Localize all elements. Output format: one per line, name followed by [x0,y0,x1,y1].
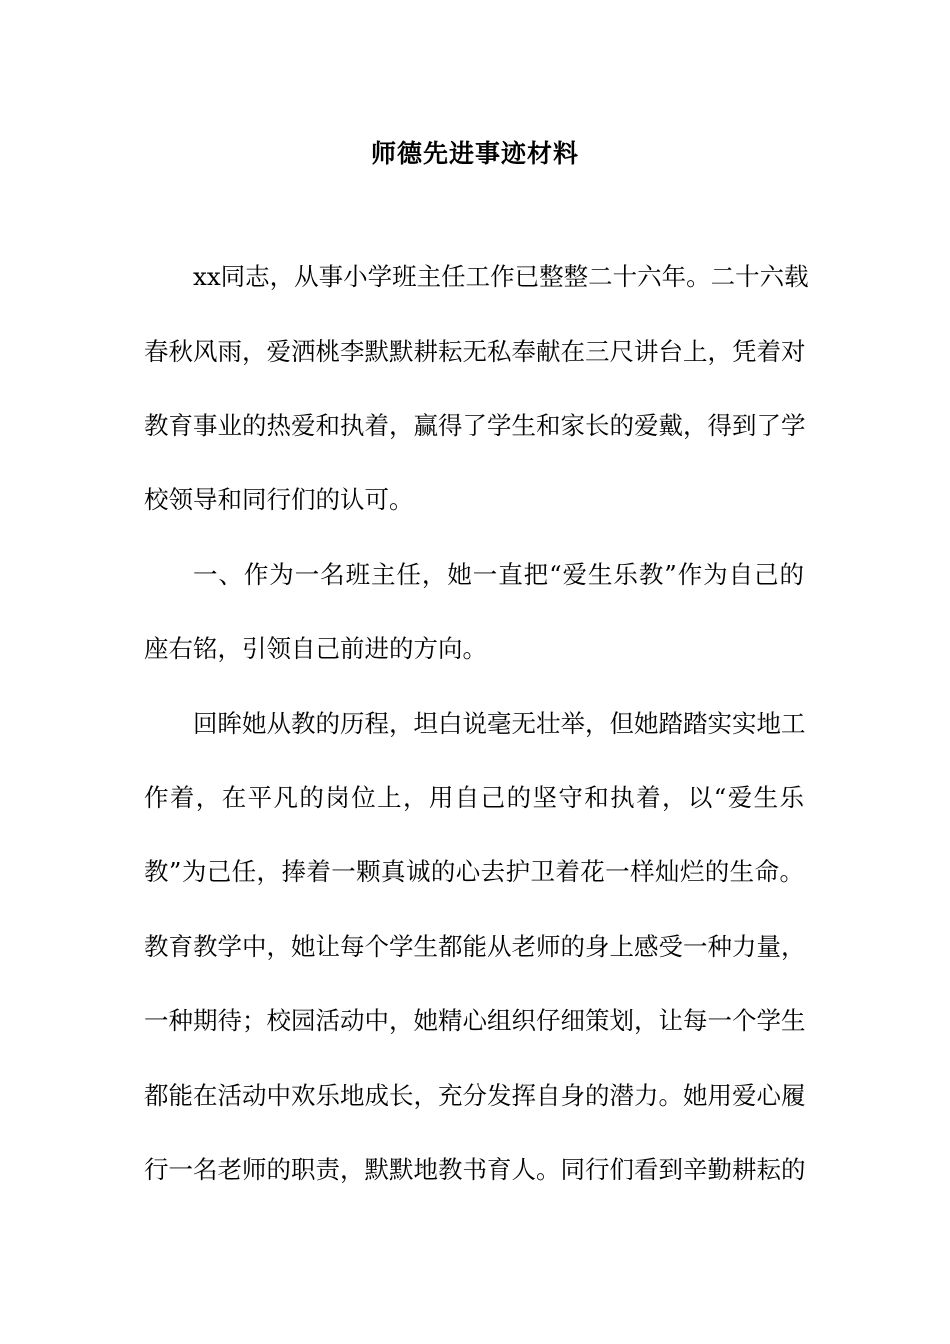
paragraph-line: 座右铭，引领自己前进的方向。 [144,634,487,663]
paragraph-line: 教育教学中，她让每个学生都能从老师的身上感受一种力量， [144,932,806,961]
paragraph-line: 教”为己任，捧着一颗真诚的心去护卫着花一样灿烂的生命。 [144,857,804,886]
paragraph-line: 作着，在平凡的岗位上，用自己的坚守和执着，以“爱生乐 [144,783,804,812]
paragraph-line: 春秋风雨，爱洒桃李默默耕耘无私奉献在三尺讲台上，凭着对 [144,337,806,366]
paragraph-line: xx同志，从事小学班主任工作已整整二十六年。二十六载 [193,262,809,291]
paragraph-line: 教育事业的热爱和执着，赢得了学生和家长的爱戴，得到了学 [144,411,806,440]
paragraph-line: 一种期待；校园活动中，她精心组织仔细策划，让每一个学生 [144,1006,806,1035]
paragraph-line: 一、作为一名班主任，她一直把“爱生乐教”作为自己的 [193,560,804,589]
paragraph-line: 都能在活动中欢乐地成长，充分发挥自身的潜力。她用爱心履 [144,1081,806,1110]
paragraph-line: 校领导和同行们的认可。 [144,485,414,514]
paragraph-line: 回眸她从教的历程，坦白说毫无壮举，但她踏踏实实地工 [193,709,806,738]
paragraph-line: 行一名老师的职责，默默地教书育人。同行们看到辛勤耕耘的 [144,1155,806,1184]
document-title: 师德先进事迹材料 [370,139,579,168]
